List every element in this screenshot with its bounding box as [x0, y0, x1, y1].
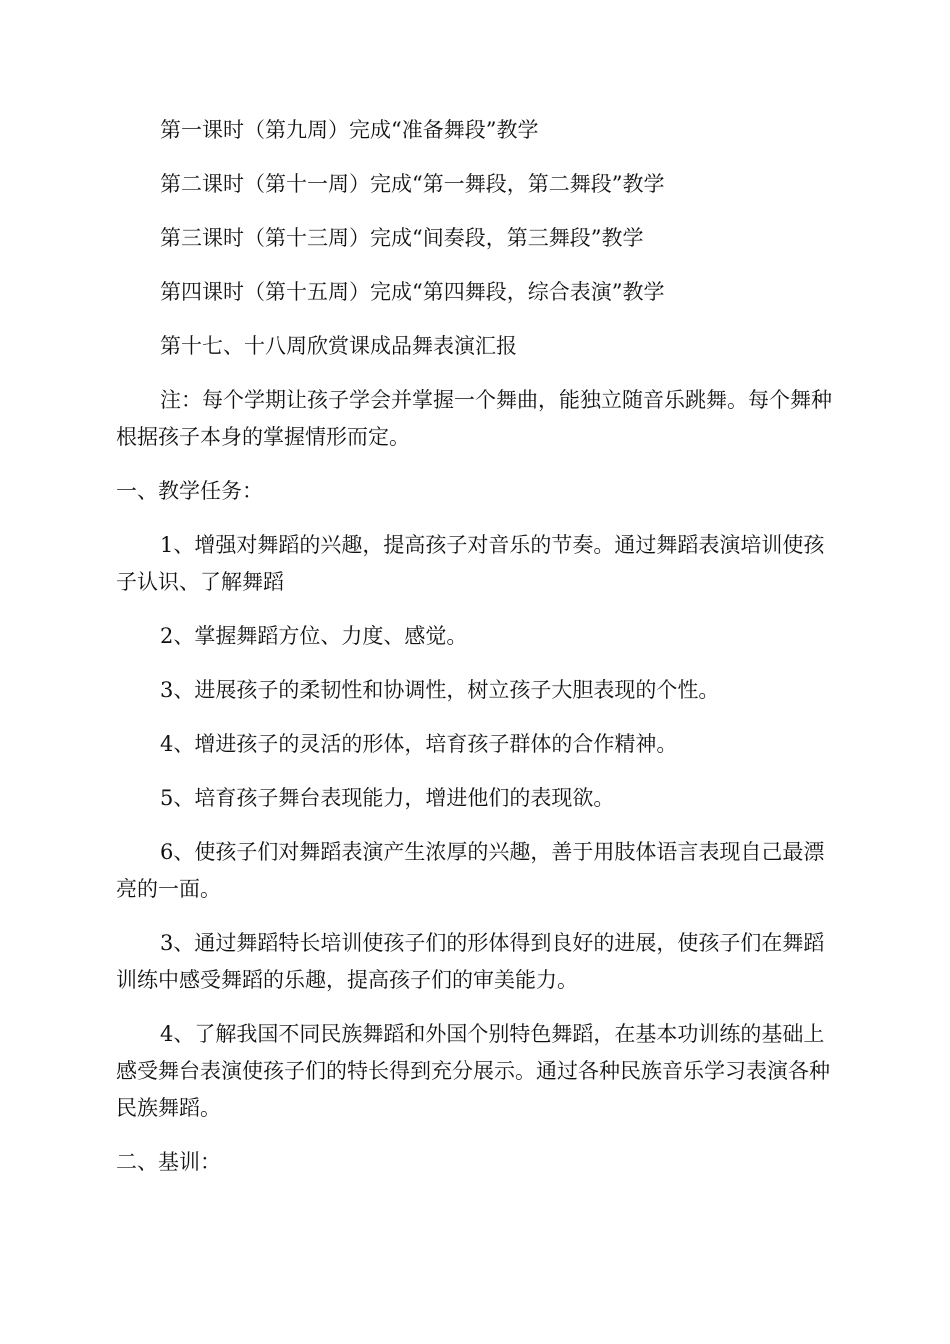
- schedule-line-1: 第一课时（第九周）完成“准备舞段”教学: [160, 118, 539, 142]
- task-item-7: 3、通过舞蹈特长培训使孩子们的形体得到良好的进展，使孩子们在舞蹈训练中感受舞蹈的乐趣，提高孩子们的审美能力。: [116, 931, 825, 992]
- task-item-5: 5、培育孩子舞台表现能力，增进他们的表现欲。: [160, 786, 615, 810]
- task-item-6: 6、使孩子们对舞蹈表演产生浓厚的兴趣，善于用肢体语言表现自己最漂亮的一面。: [116, 840, 825, 901]
- schedule-line-2: 第二课时（第十一周）完成“第一舞段，第二舞段”教学: [160, 172, 665, 196]
- schedule-line-5: 第十七、十八周欣赏课成品舞表演汇报: [160, 334, 517, 358]
- document-page: [116, 112, 838, 1198]
- schedule-line-3: 第三课时（第十三周）完成“间奏段，第三舞段”教学: [160, 226, 644, 250]
- task-item-8: 4、了解我国不同民族舞蹈和外国个别特色舞蹈，在基本功训练的基础上感受舞台表演使孩子们的特长得到充分展示。通过各种民族音乐学习表演各种民族舞蹈。: [116, 1022, 830, 1120]
- task-item-4: 4、增进孩子的灵活的形体，培育孩子群体的合作精神。: [160, 732, 678, 756]
- task-item-1: 1、增强对舞蹈的兴趣，提高孩子对音乐的节奏。通过舞蹈表演培训使孩子认识、了解舞蹈: [116, 533, 825, 594]
- section-heading-teaching-tasks: 一、教学任务：: [116, 479, 263, 503]
- task-item-3: 3、进展孩子的柔韧性和协调性，树立孩子大胆表现的个性。: [160, 678, 720, 702]
- task-item-2: 2、掌握舞蹈方位、力度、感觉。: [160, 624, 468, 648]
- note-paragraph: 注：每个学期让孩子学会并掌握一个舞曲，能独立随音乐跳舞。每个舞种根据孩子本身的掌握情形而定。: [116, 388, 832, 449]
- schedule-line-4: 第四课时（第十五周）完成“第四舞段，综合表演”教学: [160, 280, 665, 304]
- section-heading-basic-training: 二、基训：: [116, 1150, 221, 1174]
